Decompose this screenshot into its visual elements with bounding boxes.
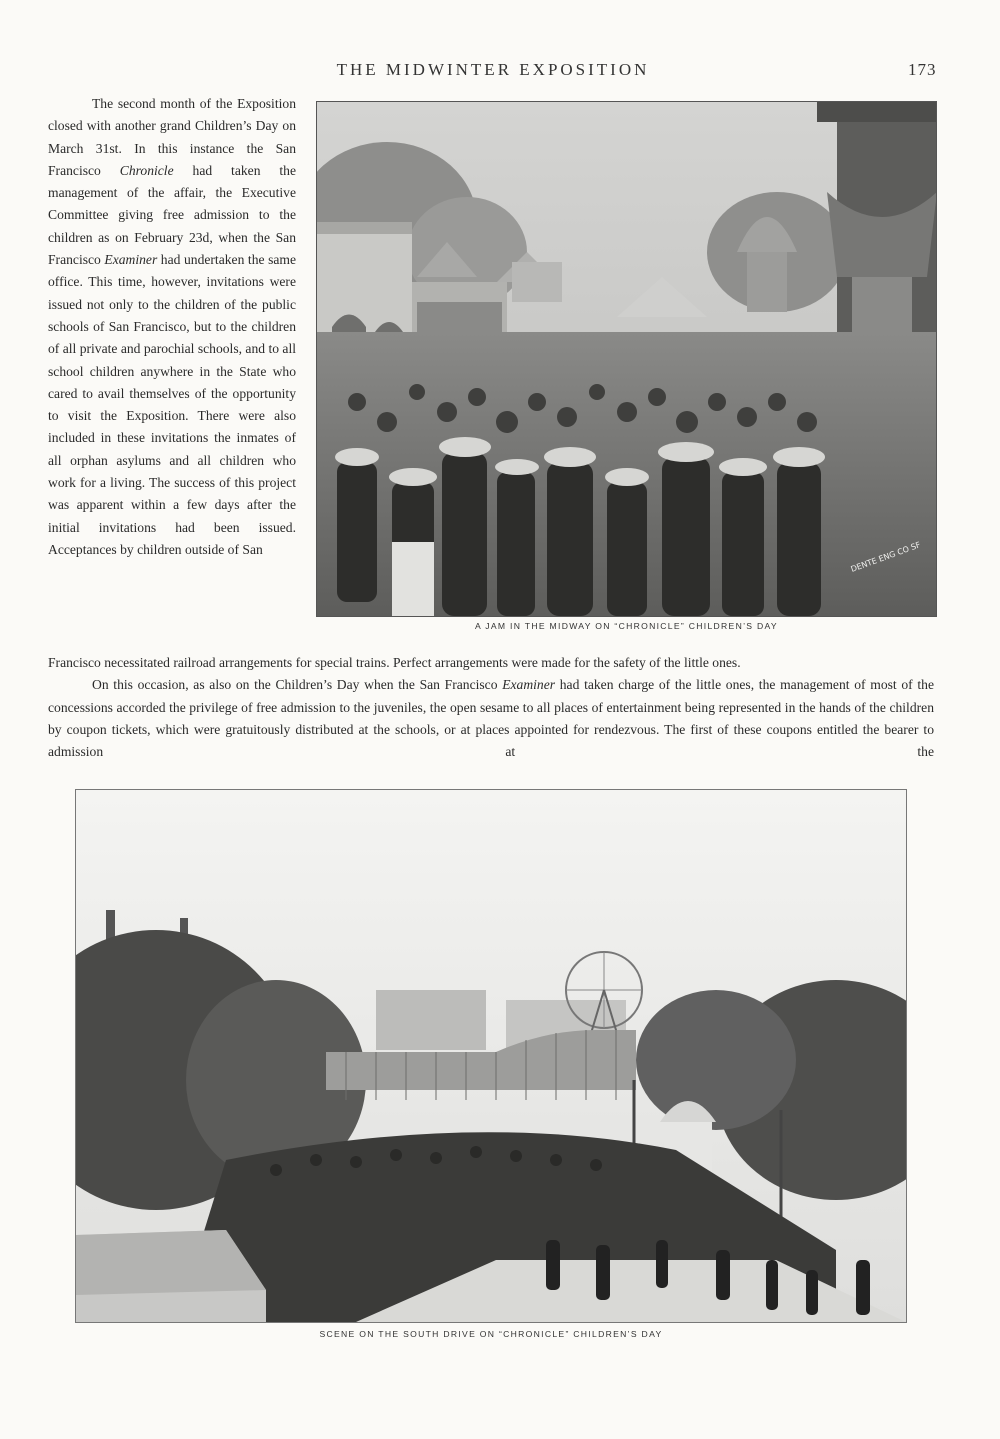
- examiner-title: Examiner: [104, 252, 158, 268]
- running-header-title: THE MIDWINTER EXPOSITION: [336, 60, 650, 79]
- paragraph-2: On this occasion, as also on the Children’s Day when the San Francisco Examiner had taken charge of the little ones, the management of most of the concessions accorded the privilege of free admission to the juveniles, the open sesame to all places of entertainment being represented in the hands of the children by coupon tickets, which were gratuitously distributed at the schools, or at places appointed for rendezvous. The first of these coupons entitled the bearer to admission at the: [48, 677, 934, 760]
- chronicle-title: Chronicle: [119, 162, 174, 178]
- photo-south-drive: [75, 789, 907, 1323]
- paragraph-1-column: The second month of the Exposition closed with another grand Children’s Day on March 31st. In this instance the San Francisco Chronicle had taken the management of the affair, the Executive Committee giving free admission to the children as on February 23d, when the San Francisco Examiner had undertaken the same office. This time, however, invitations were issued not only to the children of the public schools of San Francisco, but to the children of all private and parochial schools, and to all school children anywhere in the State who cared to avail themselves of the opportunity to visit the Exposition. There were also included in these invitations the inmates of all orphan asylums and all children who work for a living. The success of this project was apparent within a few days after the initial invitations had been issued. Acceptances by children outside of San: [48, 96, 297, 557]
- page-number: 173: [908, 60, 937, 79]
- paragraph-1-continuation: Francisco necessitated railroad arrangements for special trains. Perfect arrangements were made for the safety of the little ones.: [48, 655, 741, 670]
- caption-top-photo: A JAM IN THE MIDWAY ON “CHRONICLE” CHILDREN’S DAY: [475, 621, 778, 631]
- body-text-column: [48, 93, 296, 561]
- photo-midway-jam: [316, 101, 937, 617]
- examiner-title: Examiner: [502, 677, 556, 693]
- caption-bottom-photo: SCENE ON THE SOUTH DRIVE ON “CHRONICLE” CHILDREN’S DAY: [319, 1329, 663, 1339]
- body-text-full-width: [48, 652, 934, 763]
- engraver-signature: DENTE ENG CO SF: [849, 540, 922, 574]
